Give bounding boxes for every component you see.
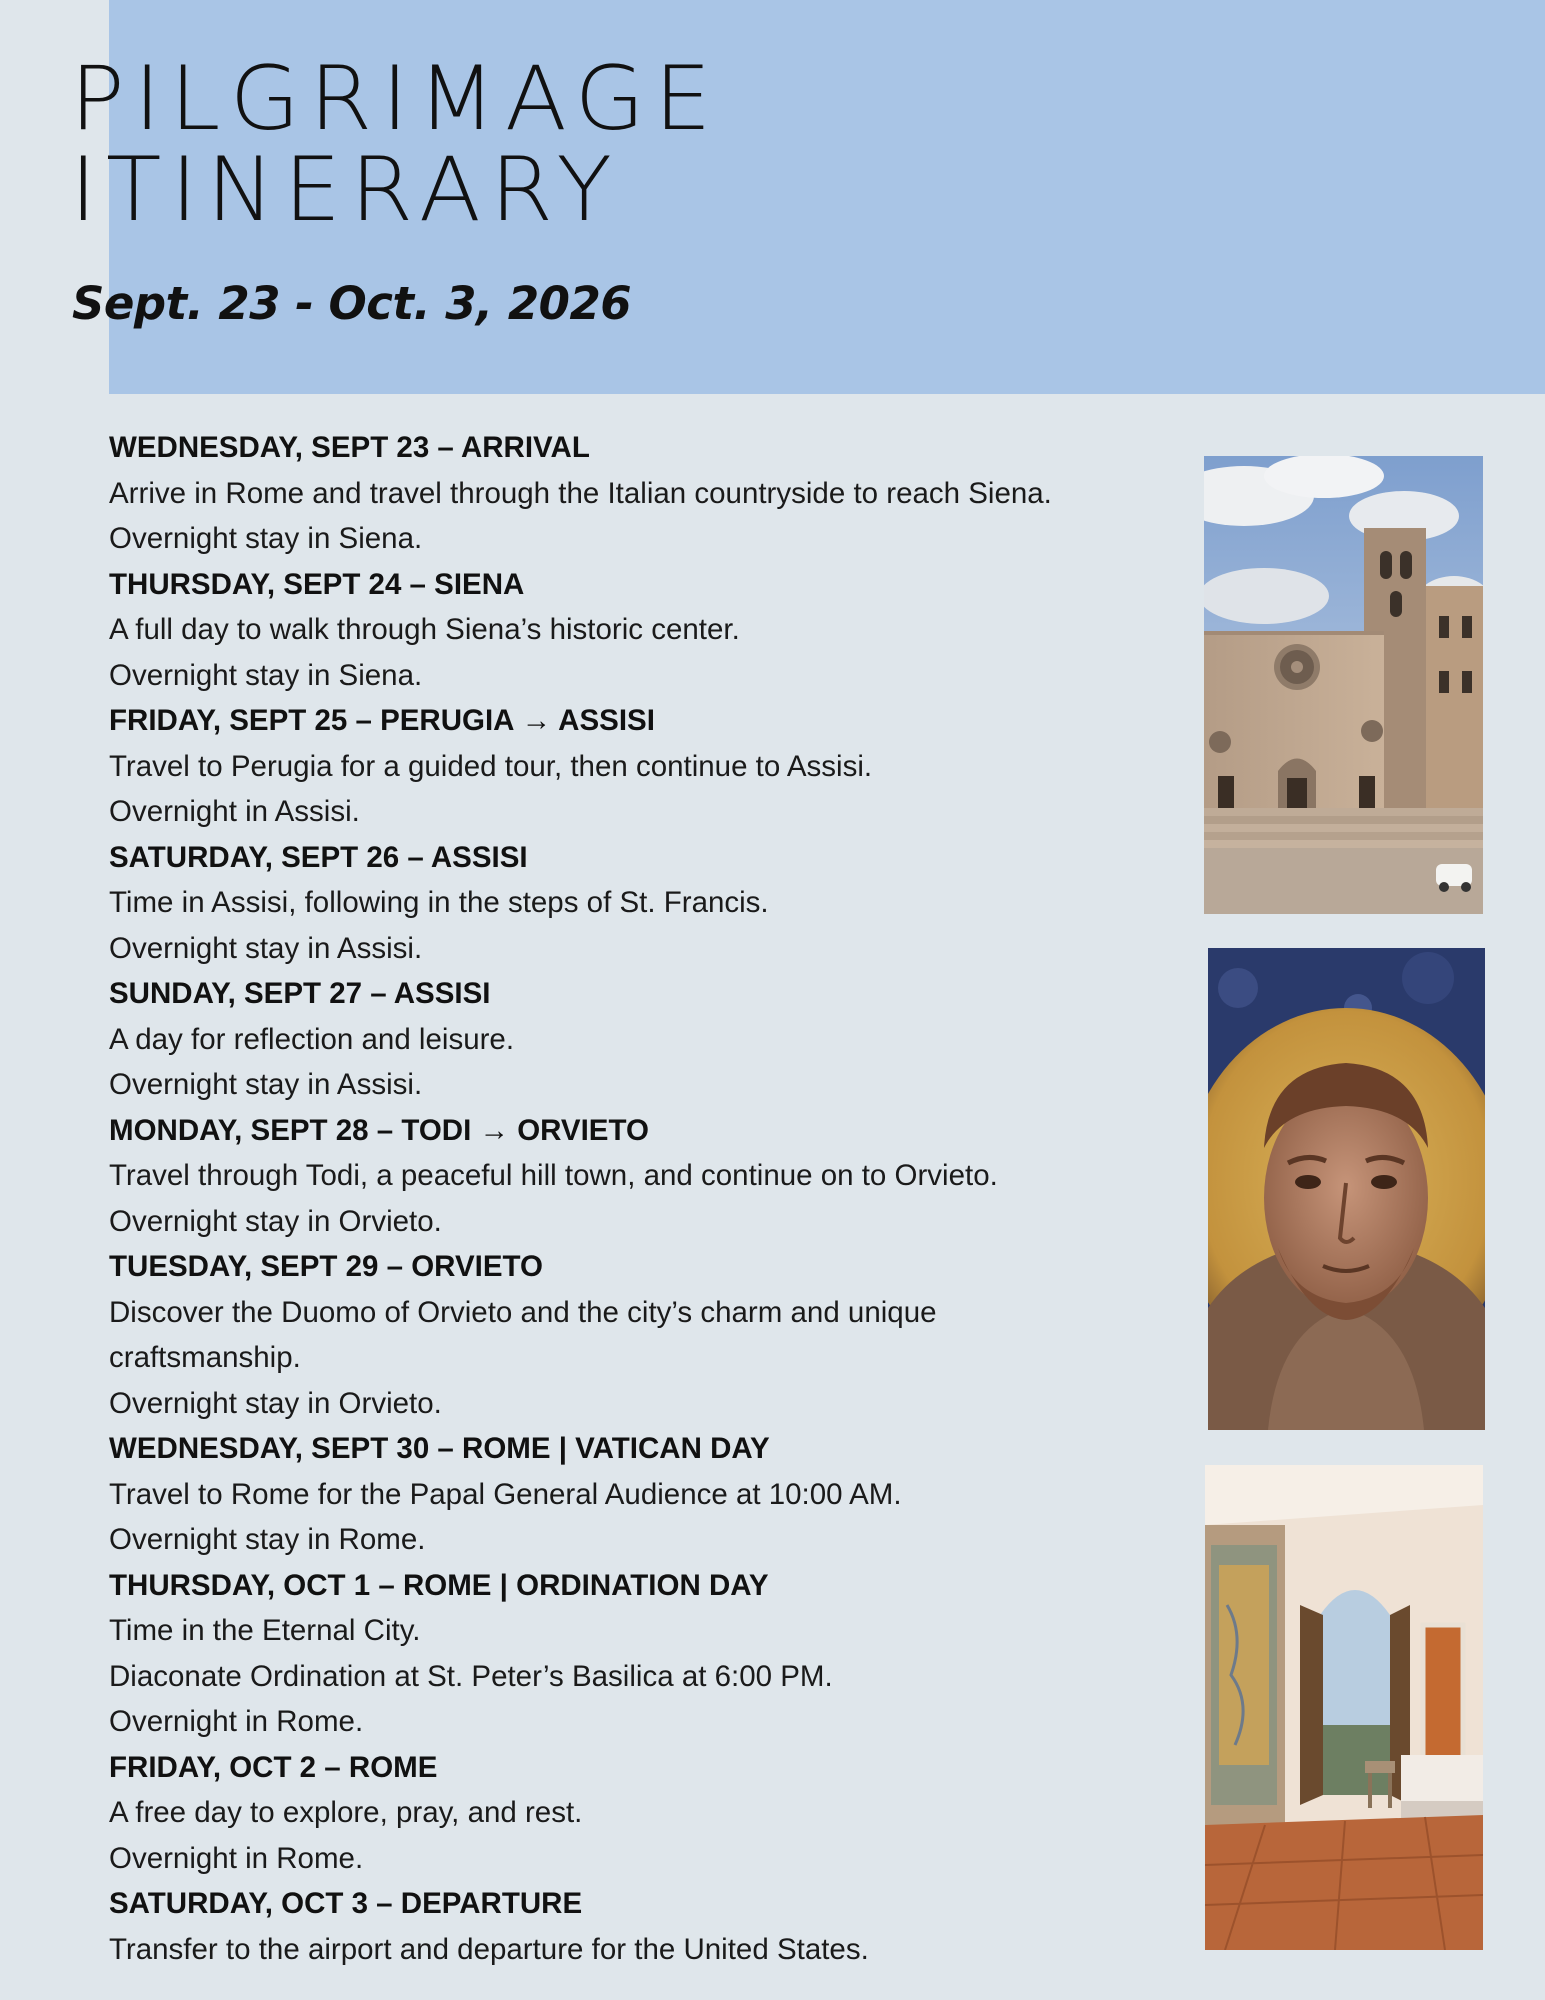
day-description: Overnight in Rome.	[109, 1841, 364, 1875]
day-description: Time in the Eternal City.	[109, 1614, 421, 1647]
day-description: Overnight stay in Orvieto.	[109, 1204, 442, 1238]
day-description: A day for reflection and leisure.	[109, 1022, 515, 1056]
day-heading: FRIDAY, SEPT 25 – PERUGIA → ASSISI	[109, 704, 655, 737]
day-description: Travel to Rome for the Papal General Audience at 10:00 AM.	[109, 1477, 902, 1511]
day-description: Overnight stay in Siena.	[109, 658, 423, 692]
day-heading: SATURDAY, OCT 3 – DEPARTURE	[109, 1887, 583, 1920]
day-description: Overnight stay in Orvieto.	[109, 1386, 442, 1420]
cathedral-photo	[1204, 456, 1483, 914]
day-description: Overnight stay in Assisi.	[109, 1068, 423, 1101]
day-entry-sept-27	[109, 971, 1169, 1108]
day-heading: WEDNESDAY, SEPT 30 – ROME | VATICAN DAY	[109, 1432, 770, 1465]
day-description: Overnight in Rome.	[109, 1705, 364, 1738]
day-description: A free day to explore, pray, and rest.	[109, 1796, 583, 1829]
day-description: Overnight in Assisi.	[109, 795, 360, 828]
date-range: Sept. 23 - Oct. 3, 2026	[72, 277, 632, 330]
day-heading: THURSDAY, SEPT 24 – SIENA	[109, 567, 525, 601]
day-description: Overnight stay in Siena.	[109, 522, 423, 555]
day-description: Overnight stay in Assisi.	[109, 931, 423, 965]
day-entry-sept-30	[109, 1426, 1169, 1563]
itinerary-list	[109, 425, 1169, 1972]
day-entry-sept-23	[109, 425, 1169, 562]
day-heading: WEDNESDAY, SEPT 23 – ARRIVAL	[109, 431, 590, 464]
day-description: Arrive in Rome and travel through the Italian countryside to reach Siena.	[109, 476, 1052, 510]
page-title-line-1: PILGRIMAGE	[70, 47, 721, 150]
fresco-portrait-photo	[1208, 948, 1485, 1430]
day-description: Time in Assisi, following in the steps of St. Francis.	[109, 886, 769, 919]
day-entry-sept-28	[109, 1108, 1169, 1245]
day-description: Travel to Perugia for a guided tour, then continue to Assisi.	[109, 749, 873, 783]
day-description: Diaconate Ordination at St. Peter’s Basilica at 6:00 PM.	[109, 1659, 833, 1693]
day-heading: FRIDAY, OCT 2 – ROME	[109, 1750, 438, 1784]
day-entry-sept-26	[109, 835, 1169, 972]
day-entry-sept-24	[109, 562, 1169, 699]
day-heading: MONDAY, SEPT 28 – TODI → ORVIETO	[109, 1113, 649, 1147]
day-entry-oct-3	[109, 1881, 1169, 1972]
day-entry-sept-25	[109, 698, 1169, 835]
page-title-line-2: ITINERARY	[70, 138, 622, 241]
day-heading: SATURDAY, SEPT 26 – ASSISI	[109, 840, 528, 874]
day-description: craftsmanship.	[109, 1341, 301, 1374]
hotel-room-photo	[1205, 1465, 1483, 1950]
day-heading: SUNDAY, SEPT 27 – ASSISI	[109, 977, 491, 1010]
day-entry-oct-2	[109, 1745, 1169, 1882]
day-description: Overnight stay in Rome.	[109, 1523, 426, 1556]
day-heading: THURSDAY, OCT 1 – ROME | ORDINATION DAY	[109, 1568, 769, 1602]
day-entry-sept-29	[109, 1244, 1169, 1426]
day-description: Travel through Todi, a peaceful hill town, and continue on to Orvieto.	[109, 1159, 998, 1192]
day-description: Transfer to the airport and departure for the United States.	[109, 1932, 869, 1966]
day-description: Discover the Duomo of Orvieto and the city’s charm and unique	[109, 1295, 937, 1329]
day-description: A full day to walk through Siena’s historic center.	[109, 613, 740, 646]
day-entry-oct-1	[109, 1563, 1169, 1745]
day-heading: TUESDAY, SEPT 29 – ORVIETO	[109, 1250, 543, 1283]
